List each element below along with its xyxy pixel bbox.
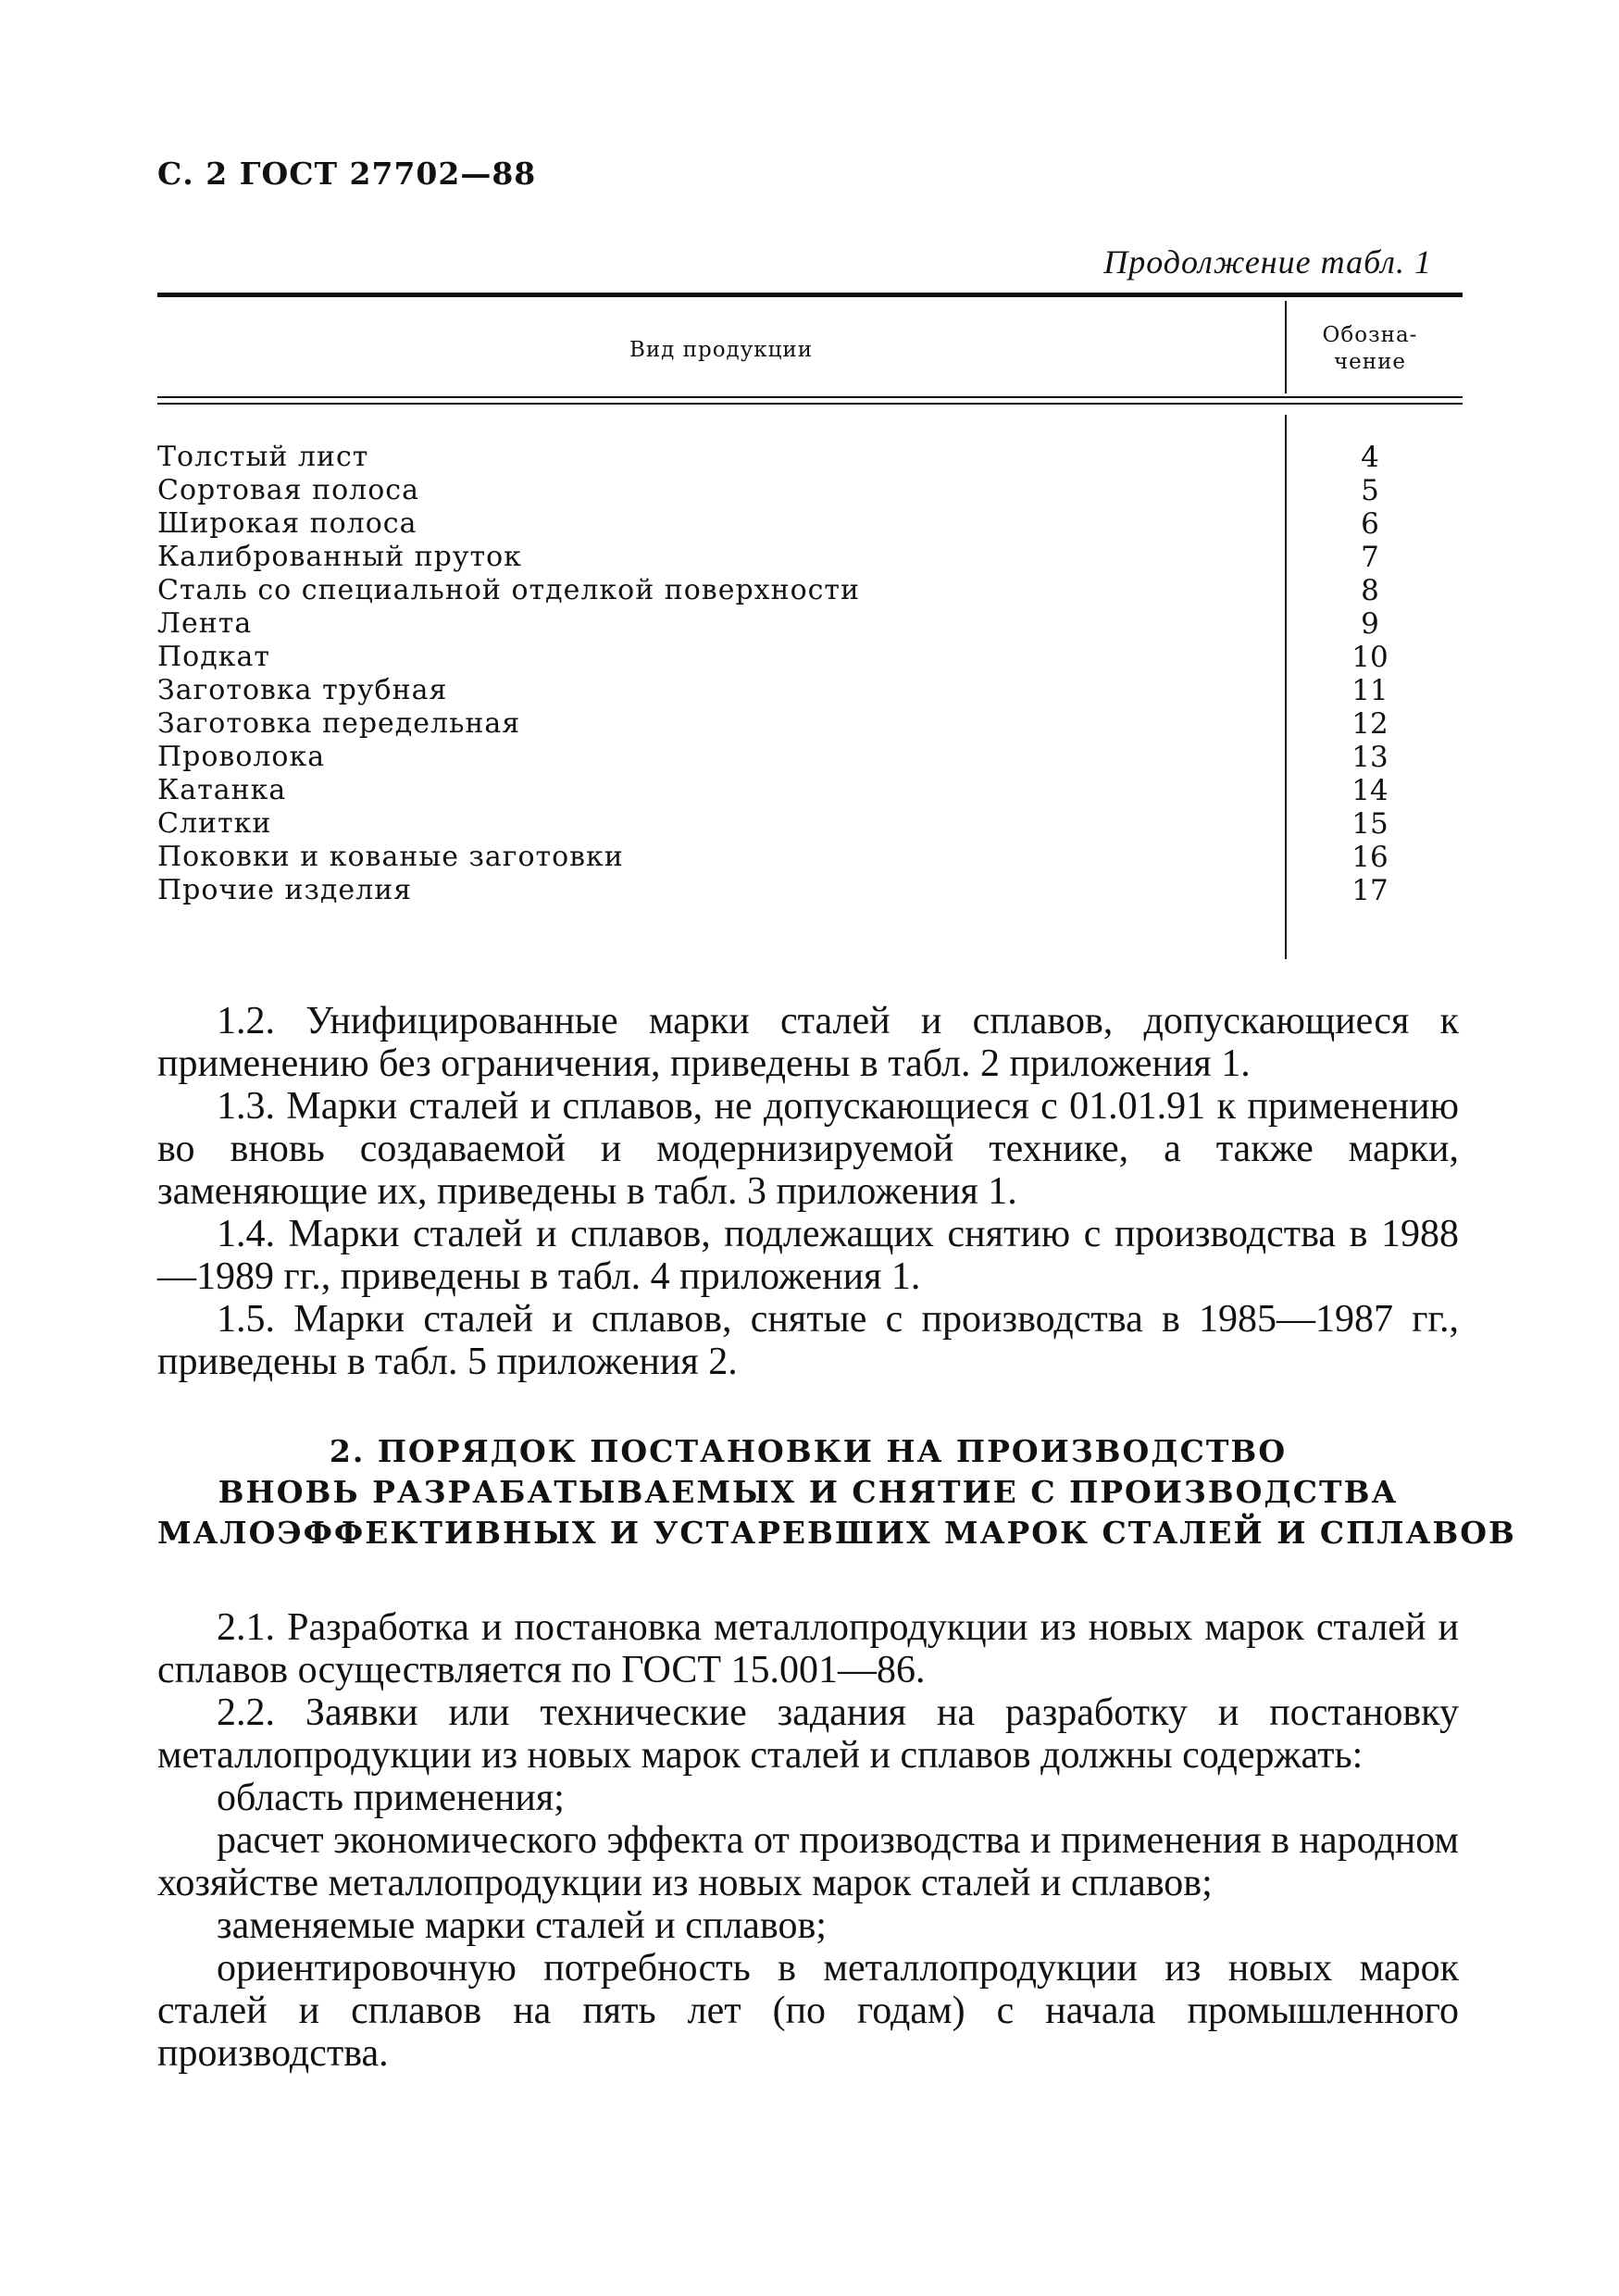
table-row [157,807,1463,841]
page-header: С. 2 ГОСТ 27702—88 [157,156,537,192]
clause-2-1: 2.1. Разработка и постановка металлопродукции из новых марок сталей и сплавов осуществляется по ГОСТ 15.001—86. [157,1606,1459,1691]
product-code: 14 [1351,774,1389,807]
product-name: Широкая полоса [157,507,417,540]
product-name: Подкат [157,641,270,673]
clauses-section-1 [157,1000,1459,1383]
table-header-rule [157,396,1463,398]
product-name: Сталь со специальной отделкой поверхности [157,574,861,606]
clause-2-2: 2.2. Заявки или технические задания на разработку и постановку металлопродукции из новых марок сталей и сплавов должны содержать: [157,1691,1459,1777]
product-code: 4 [1361,441,1379,474]
product-code: 11 [1351,674,1389,707]
product-name: Поковки и кованые заготовки [157,841,624,873]
section-title [157,1431,1516,1554]
product-name: Катанка [157,774,287,806]
section-title-line: 2. ПОРЯДОК ПОСТАНОВКИ НА ПРОИЗВОДСТВО [329,1433,1288,1469]
product-name: Сортовая полоса [157,474,419,506]
clause-1-3: 1.3. Марки сталей и сплавов, не допускающиеся с 01.01.91 к применению во вновь создаваемой и модернизируемой технике, а также марки, заменяющие их, приведены в табл. 3 приложения 1. [157,1085,1459,1213]
list-item: расчет экономического эффекта от производства и применения в народном хозяйстве металлопродукции из новых марок сталей и сплавов; [157,1819,1459,1904]
product-name: Калиброванный пруток [157,541,522,573]
clause-1-4: 1.4. Марки сталей и сплавов, подлежащих снятию с производства в 1988—1989 гг., приведены в табл. 4 приложения 1. [157,1213,1459,1298]
product-code: 6 [1361,507,1379,541]
product-code: 12 [1351,707,1389,741]
product-code: 7 [1361,541,1379,574]
product-name: Заготовка передельная [157,707,521,740]
table-row [157,674,1463,707]
product-name: Прочие изделия [157,874,413,906]
product-code: 17 [1351,874,1389,907]
product-name: Проволока [157,741,326,773]
product-code: 8 [1361,574,1379,607]
clause-1-5: 1.5. Марки сталей и сплавов, снятые с производства в 1985—1987 гг., приведены в табл. 5 приложения 2. [157,1298,1459,1383]
table-caption: Продолжение табл. 1 [1103,243,1432,281]
table-row [157,607,1463,641]
table-row [157,874,1463,907]
product-name: Слитки [157,807,272,840]
product-name: Толстый лист [157,441,369,473]
table-row [157,641,1463,674]
table-row [157,541,1463,574]
product-code: 16 [1351,841,1389,874]
column-header-product: Вид продукции [629,338,814,362]
product-code: 15 [1351,807,1389,841]
product-code: 5 [1361,474,1379,507]
table-top-rule [157,293,1463,297]
table-row [157,507,1463,541]
table-row [157,841,1463,874]
clauses-section-2 [157,1606,1459,2075]
section-title-line: МАЛОЭФФЕКТИВНЫХ И УСТАРЕВШИХ МАРОК СТАЛЕЙ И СПЛАВОВ [157,1515,1516,1551]
table-row [157,707,1463,741]
table-row [157,741,1463,774]
table-header-rule-double [157,403,1463,405]
column-header-code: Обозна- чение [1322,323,1418,374]
table-row [157,441,1463,474]
list-item: область применения; [217,1777,565,1819]
table-row [157,474,1463,507]
product-code: 9 [1361,607,1379,641]
product-code: 13 [1351,741,1389,774]
product-code: 10 [1351,641,1389,674]
section-title-line: ВНОВЬ РАЗРАБАТЫВАЕМЫХ И СНЯТИЕ С ПРОИЗВОДСТВА [218,1474,1399,1510]
list-item: заменяемые марки сталей и сплавов; [217,1904,827,1947]
product-name: Заготовка трубная [157,674,448,706]
clause-1-2: 1.2. Унифицированные марки сталей и сплавов, допускающиеся к применению без ограничения, приведены в табл. 2 приложения 1. [157,1000,1459,1085]
table-row [157,774,1463,807]
list-item: ориентировочную потребность в металлопродукции из новых марок сталей и сплавов на пять лет (по годам) с начала промышленного производства. [157,1947,1459,2075]
product-name: Лента [157,607,253,640]
table-row [157,574,1463,607]
table-body [157,441,1463,907]
